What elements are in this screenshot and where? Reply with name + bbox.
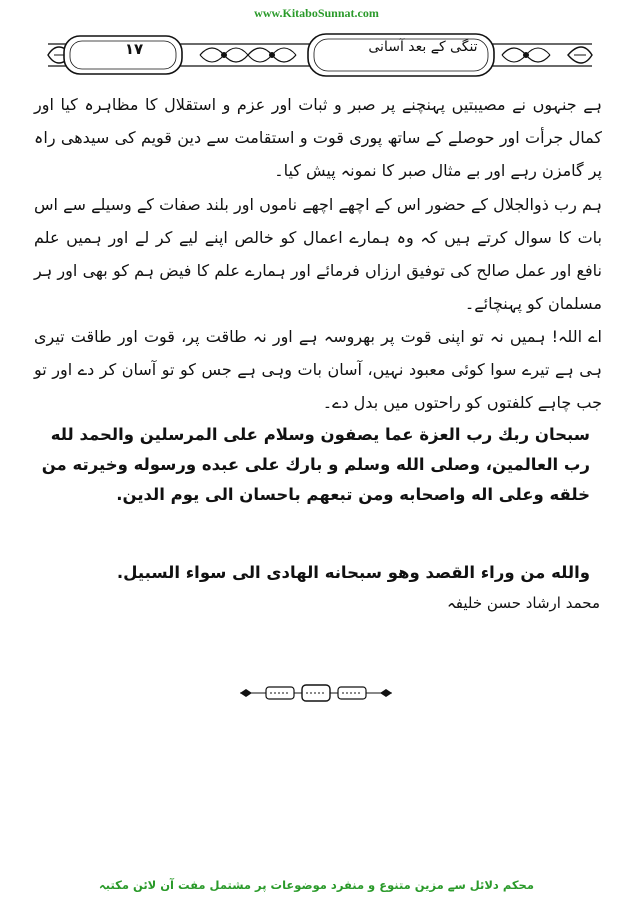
footer-library-tagline: محکم دلائل سے مزین متنوع و منفرد موضوعات پر مشتمل مفت آن لائن مکتبہ [99,878,534,892]
author-signature: محمد ارشاد حسن خلیفہ [446,594,600,612]
paragraph-prayer [34,320,602,419]
paragraph-text: ہم رب ذوالجلال کے حضور اس کے اچھے اچھے ناموں اور بلند صفات کے وسیلے سے اس بات کا سوال کرتے ہیں کہ وہ ہمارے اعمال کو خالص اپنے لیے کر لے اور ہمیں علم نافع اور عمل صالح کی توفیق ارزاں فرمائے اور ہمارے علم کا فیض ہم کو بھی اور ہر مسلمان کو پہنچائے۔ [34,195,602,313]
paragraph-supplication [34,188,602,320]
paragraph-text: اے اللہ! ہمیں نہ تو اپنی قوت پر بھروسہ ہے اور نہ طاقت پر، قوت اور طاقت تیری ہی ہے تیرے سوا کوئی معبود نہیں، آسان بات وہی ہے جس کو تو آسان کر دے اور تو جب چاہے کلفتوں کو راحتوں میں بدل دے۔ [34,327,603,412]
arabic-closing-prayer [38,420,590,510]
chapter-title: تنگی کے بعد آسانی [368,39,478,55]
paragraph-text: ہے جنہوں نے مصیبتیں پہنچنے پر صبر و ثبات اور عزم و استقلال کا مظاہرہ کیا اور کمال جرأت اور حوصلے کے ساتھ پوری قوت و استقامت سے دین قویم کی سیدھی راہ پر گامزن رہے اور بے مثال صبر کا نمونہ پیش کیا۔ [34,95,602,180]
section-end-ornament [236,683,396,703]
page-number: ۱۷ [124,40,144,58]
arabic-text: سبحان ربك رب العزة عما يصفون وسلام على المرسلين والحمد لله رب العالمين، وصلى الله وسلم و بارك على عبده ورسوله وخيرته من خلقه وعلى اله واصحابه ومن تبعهم باحسان الى يوم الدين. [41,425,590,504]
arabic-final-line [38,558,590,588]
site-url-watermark: www.KitaboSunnat.com [254,6,379,20]
arabic-text: والله من وراء القصد وهو سبحانه الهادى الى سواء السبيل. [116,563,590,582]
page-header-ornament [40,26,600,82]
paragraph-steadfastness [34,88,602,187]
